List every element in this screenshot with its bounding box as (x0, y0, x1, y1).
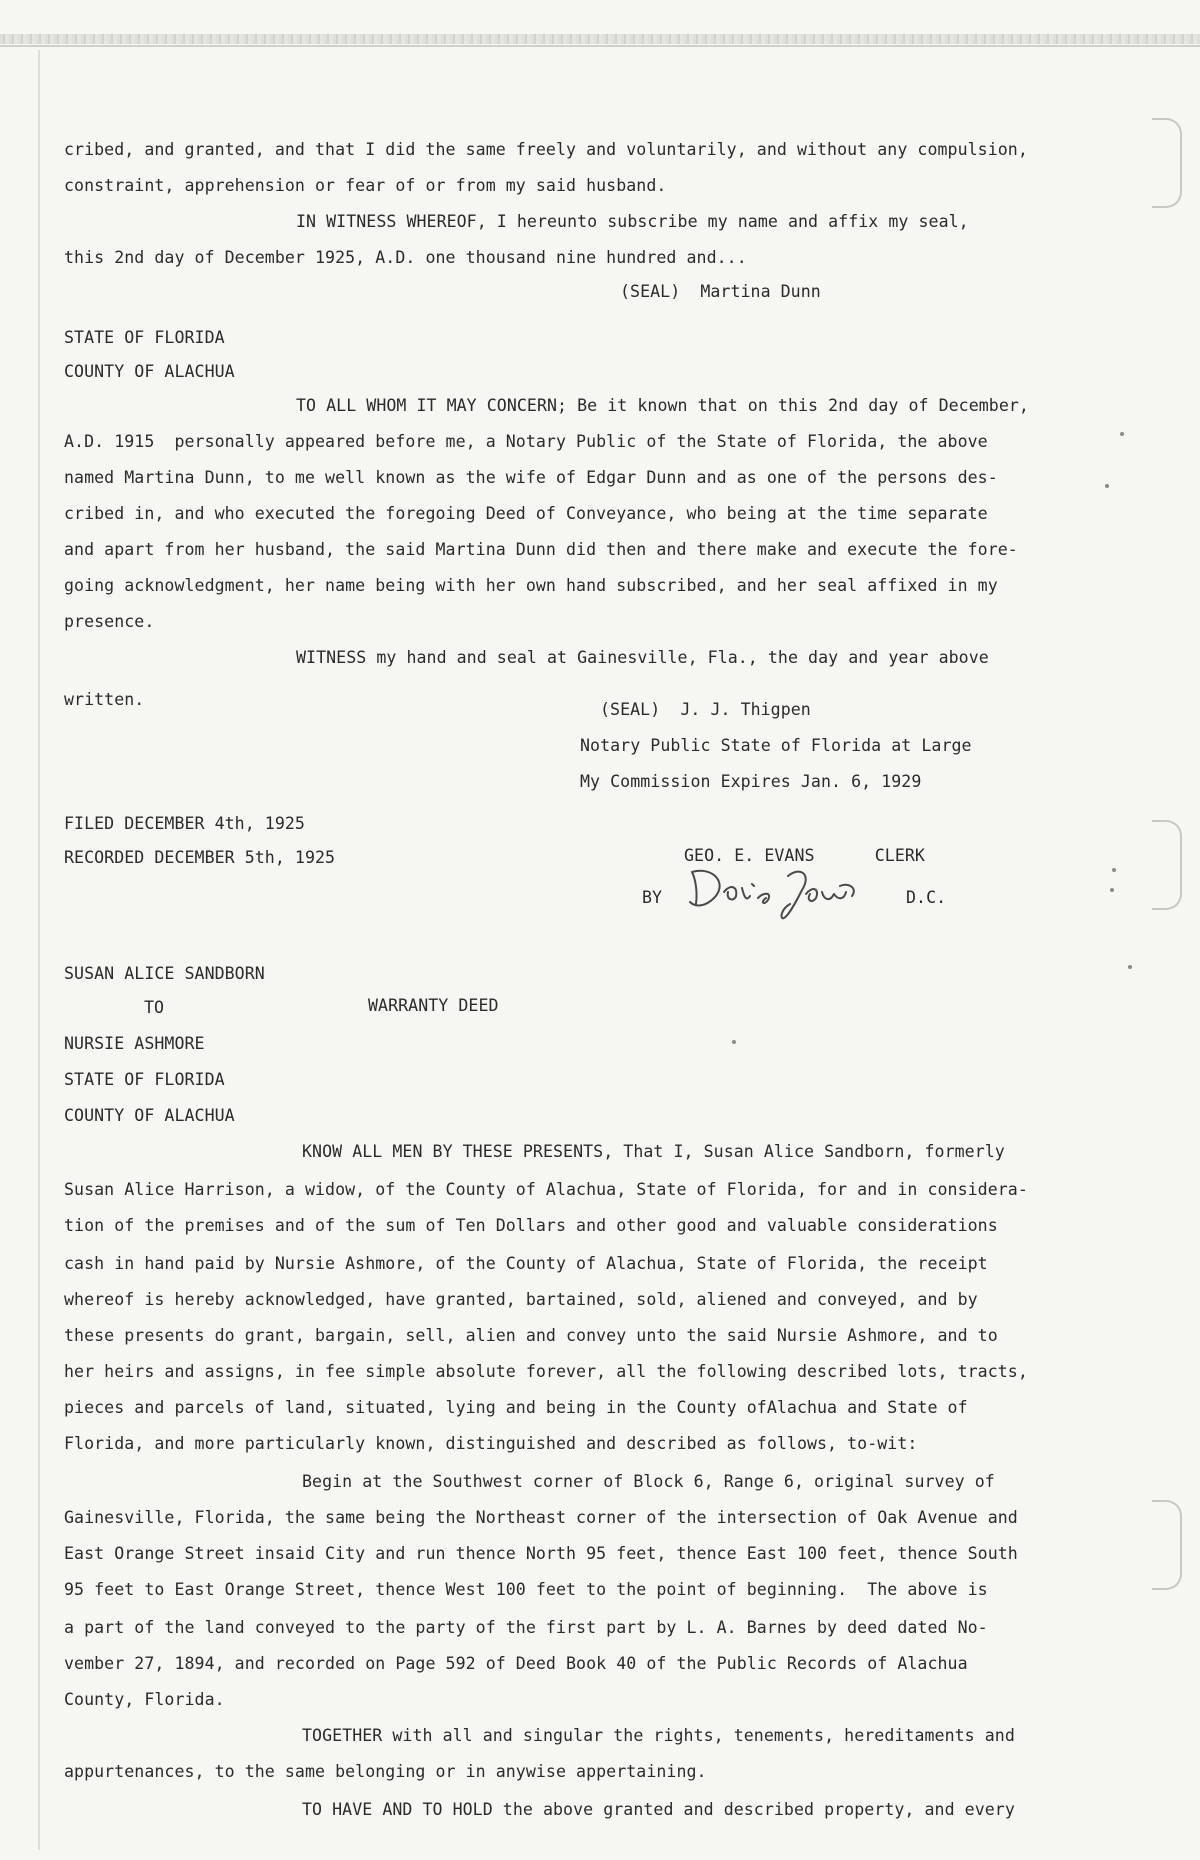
grantee-name: NURSIE ASHMORE (64, 1034, 205, 1053)
seal-signature-line: (SEAL) Martina Dunn (620, 282, 821, 301)
notary-signature-line: (SEAL) J. J. Thigpen (600, 700, 811, 719)
recorded-date: RECORDED DECEMBER 5th, 1925 (64, 848, 336, 867)
text-line: 95 feet to East Orange Street, thence West 100 feet to the point of beginning. The above is (64, 1580, 988, 1599)
scan-speck (1110, 888, 1114, 892)
text-line: IN WITNESS WHEREOF, I hereunto subscribe my name and affix my seal, (296, 212, 969, 231)
grantor-name: SUSAN ALICE SANDBORN (64, 964, 265, 983)
text-line: pieces and parcels of land, situated, lying and being in the County ofAlachua and State of (64, 1398, 968, 1417)
filed-date: FILED DECEMBER 4th, 1925 (64, 814, 305, 833)
scan-speck (1120, 432, 1124, 436)
state-heading: STATE OF FLORIDA (64, 328, 225, 347)
text-line: East Orange Street insaid City and run thence North 95 feet, thence East 100 feet, thence South (64, 1544, 1018, 1563)
handwritten-signature (684, 862, 864, 924)
page-left-edge (38, 50, 40, 1850)
to-label: TO (144, 998, 165, 1017)
scan-speck (1105, 484, 1109, 488)
text-line: constraint, apprehension or fear of or from my said husband. (64, 176, 667, 195)
text-line: WITNESS my hand and seal at Gainesville, Fla., the day and year above (296, 648, 989, 667)
text-line: going acknowledgment, her name being with her own hand subscribed, and her seal affixed in my (64, 576, 998, 595)
text-line: appurtenances, to the same belonging or in anywise appertaining. (64, 1762, 707, 1781)
text-line: this 2nd day of December 1925, A.D. one thousand nine hundred and... (64, 248, 747, 267)
text-line: cribed, and granted, and that I did the same freely and voluntarily, and without any compulsion, (64, 140, 1028, 159)
by-label: BY (642, 888, 663, 907)
punch-hole-mark (1152, 118, 1182, 208)
text-line: County, Florida. (64, 1690, 225, 1709)
text-line: written. (64, 690, 145, 709)
text-line: cash in hand paid by Nursie Ashmore, of the County of Alachua, State of Florida, the receipt (64, 1254, 988, 1273)
text-line: TO HAVE AND TO HOLD the above granted and described property, and every (302, 1800, 1015, 1819)
text-line: Gainesville, Florida, the same being the Northeast corner of the intersection of Oak Avenue and (64, 1508, 1018, 1527)
deputy-clerk-label: D.C. (906, 888, 947, 907)
text-line: TO ALL WHOM IT MAY CONCERN; Be it known that on this 2nd day of December, (296, 396, 1029, 415)
clerk-name: GEO. E. EVANS CLERK (684, 846, 925, 865)
scan-speck (1128, 965, 1132, 969)
scan-speck (732, 1040, 736, 1044)
scan-speck (1112, 868, 1116, 872)
scan-top-line (0, 45, 1200, 47)
punch-hole-mark (1152, 820, 1182, 910)
text-line: and apart from her husband, the said Martina Dunn did then and there make and execute the fore- (64, 540, 1018, 559)
text-line: tion of the premises and of the sum of Ten Dollars and other good and valuable considerations (64, 1216, 998, 1235)
text-line: named Martina Dunn, to me well known as the wife of Edgar Dunn and as one of the persons des- (64, 468, 998, 487)
scan-top-band (0, 34, 1200, 44)
text-line: KNOW ALL MEN BY THESE PRESENTS, That I, Susan Alice Sandborn, formerly (302, 1142, 1005, 1161)
notary-title: Notary Public State of Florida at Large (580, 736, 972, 755)
text-line: Florida, and more particularly known, distinguished and described as follows, to-wit: (64, 1434, 918, 1453)
county-heading: COUNTY OF ALACHUA (64, 1106, 235, 1125)
notary-commission: My Commission Expires Jan. 6, 1929 (580, 772, 922, 791)
county-heading: COUNTY OF ALACHUA (64, 362, 235, 381)
text-line: cribed in, and who executed the foregoing Deed of Conveyance, who being at the time separate (64, 504, 988, 523)
text-line: these presents do grant, bargain, sell, alien and convey unto the said Nursie Ashmore, and to (64, 1326, 998, 1345)
state-heading: STATE OF FLORIDA (64, 1070, 225, 1089)
text-line: whereof is hereby acknowledged, have granted, bartained, sold, aliened and conveyed, and by (64, 1290, 978, 1309)
punch-hole-mark (1152, 1500, 1182, 1590)
deed-title: WARRANTY DEED (368, 996, 499, 1015)
text-line: vember 27, 1894, and recorded on Page 592 of Deed Book 40 of the Public Records of Alachua (64, 1654, 968, 1673)
text-line: Susan Alice Harrison, a widow, of the County of Alachua, State of Florida, for and in considera- (64, 1180, 1028, 1199)
text-line: her heirs and assigns, in fee simple absolute forever, all the following described lots, tracts, (64, 1362, 1028, 1381)
text-line: a part of the land conveyed to the party of the first part by L. A. Barnes by deed dated No- (64, 1618, 988, 1637)
text-line: TOGETHER with all and singular the rights, tenements, hereditaments and (302, 1726, 1015, 1745)
text-line: Begin at the Southwest corner of Block 6, Range 6, original survey of (302, 1472, 995, 1491)
text-line: A.D. 1915 personally appeared before me, a Notary Public of the State of Florida, the above (64, 432, 988, 451)
text-line: presence. (64, 612, 155, 631)
